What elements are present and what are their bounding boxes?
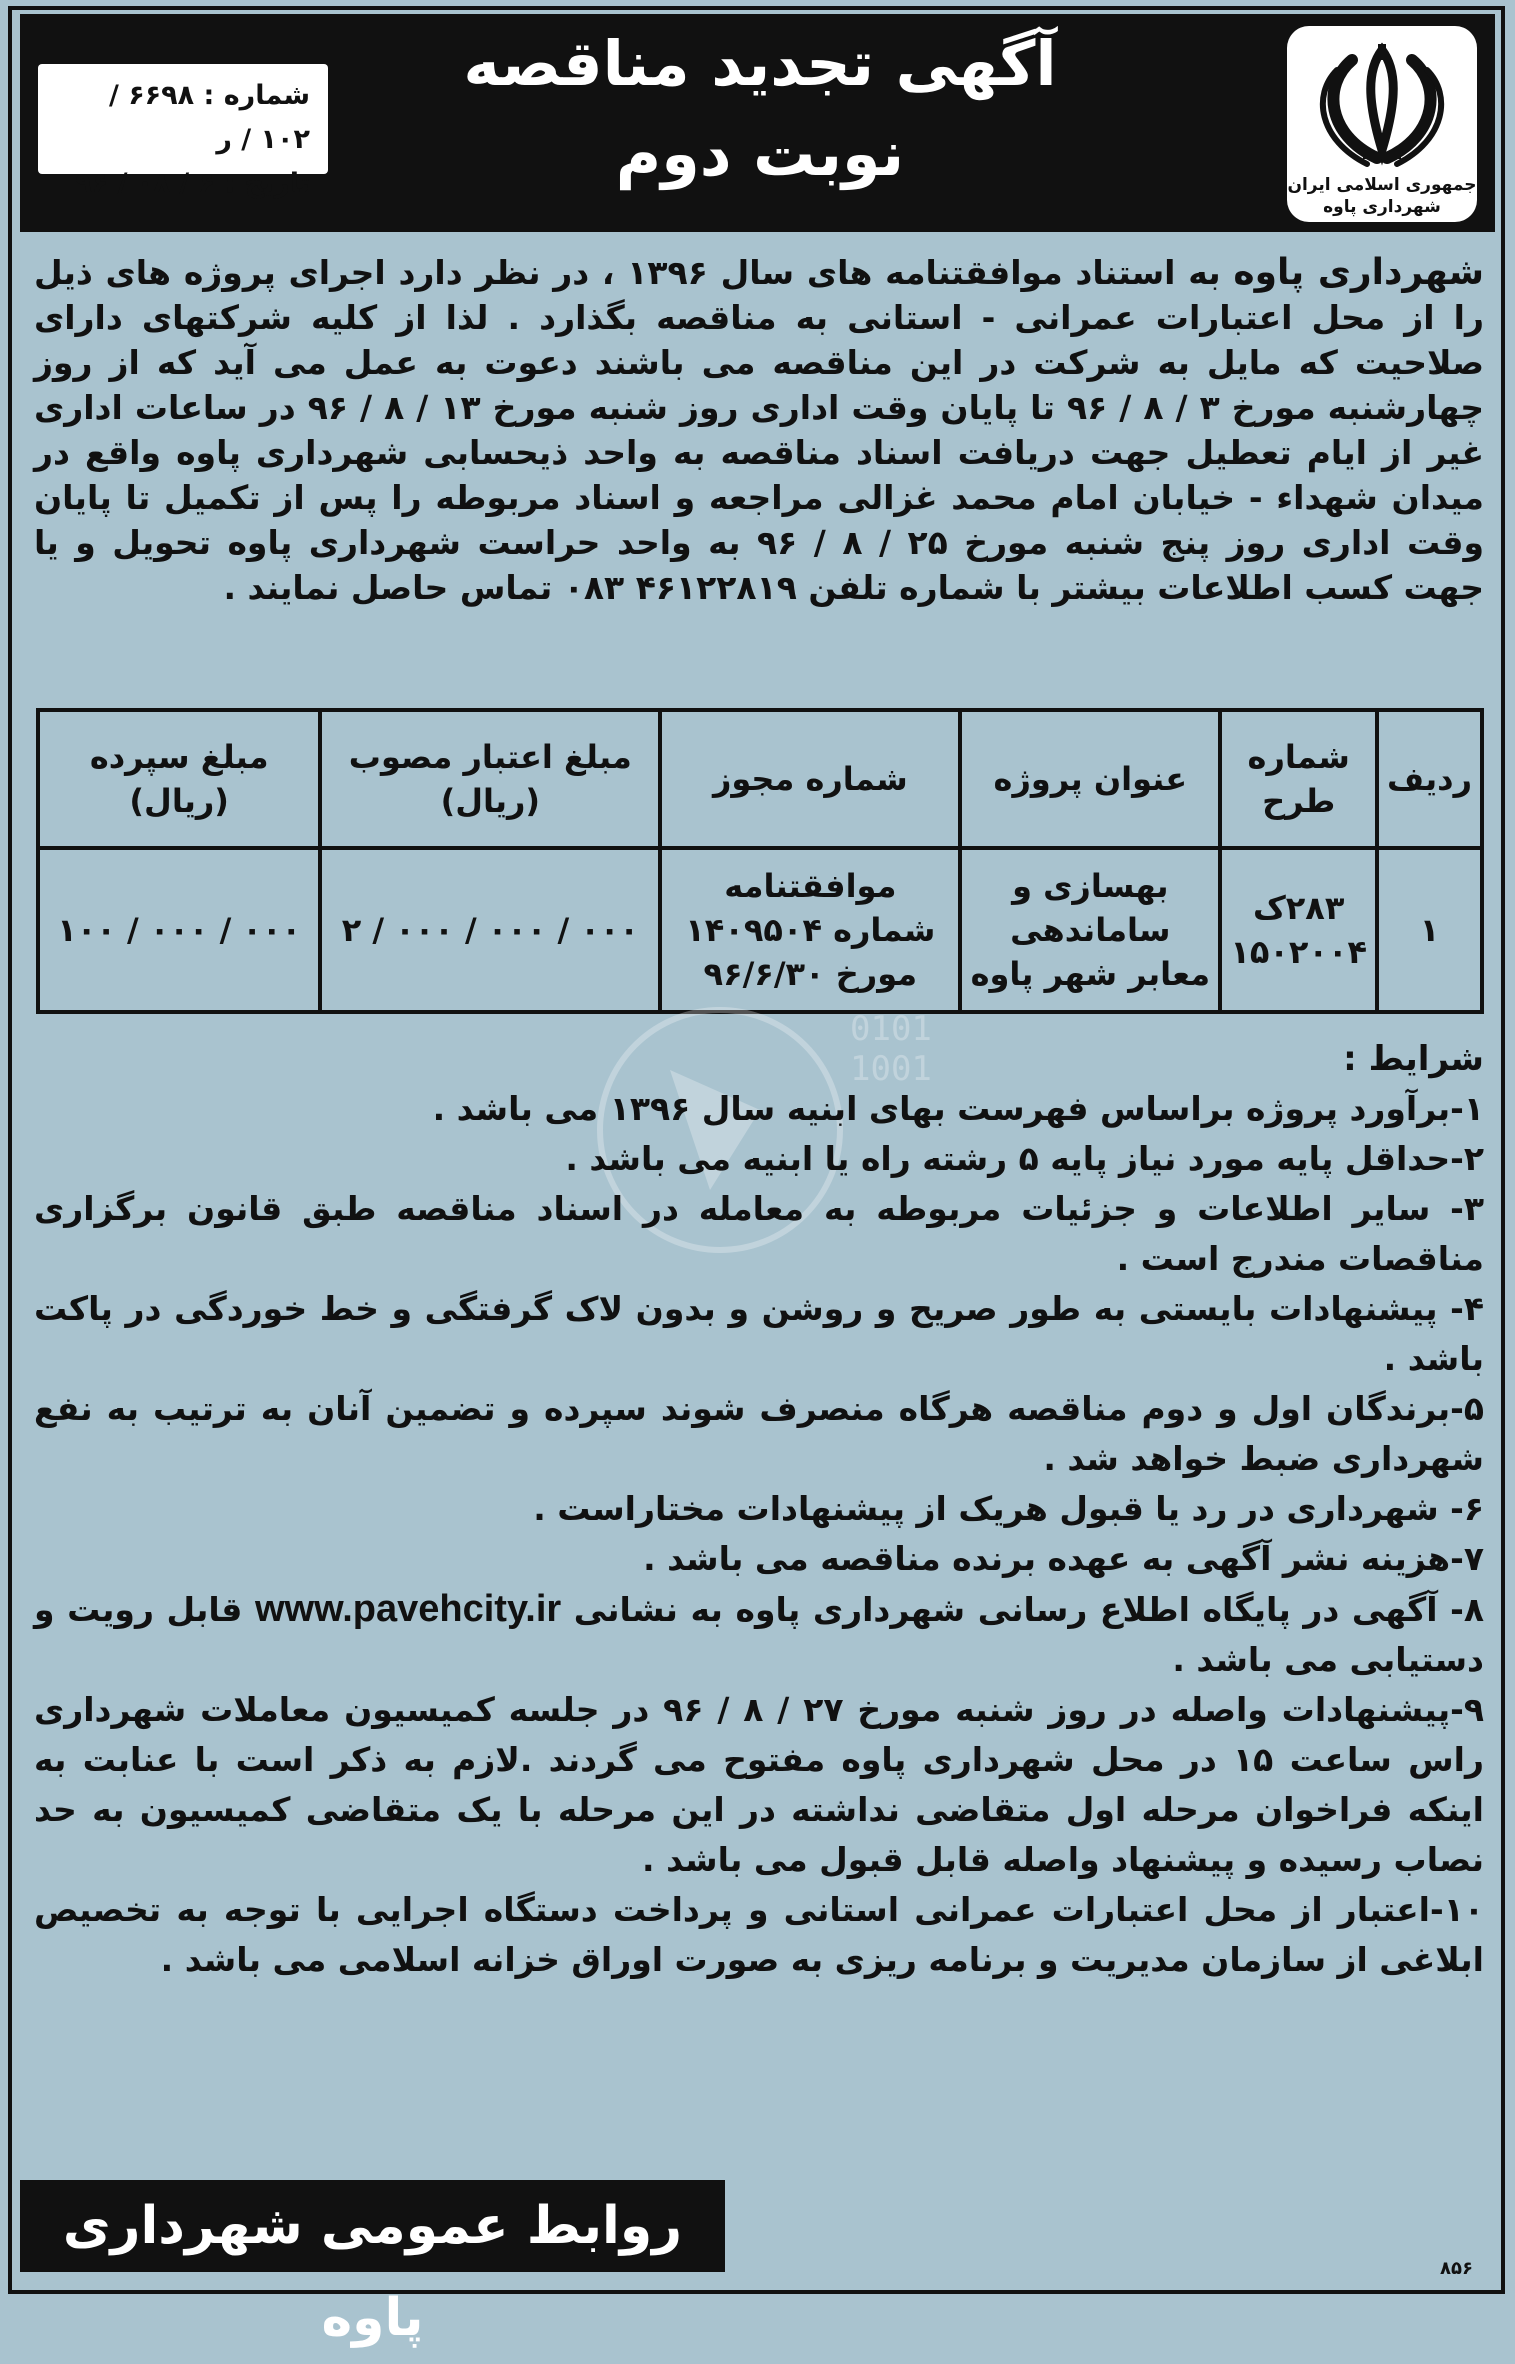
condition-item-1: ۱-برآورد پروژه براساس فهرست بهای ابنیه سال ۱۳۹۶ می باشد . <box>432 1089 1484 1128</box>
condition-item-10: ۱۰-اعتبار از محل اعتبارات عمرانی استانی و پرداخت دستگاه اجرایی با توجه به تخصیص ابلاغی از سازمان مدیریت و برنامه ریزی به صورت اوراق خزانه اسلامی می باشد . <box>34 1890 1484 1979</box>
header-plan-number: شماره طرح <box>1220 710 1377 848</box>
page-number: ۸۵۶ <box>1440 2258 1473 2279</box>
header-bar <box>20 14 1495 232</box>
cell-permit-number: موافقتنامه شماره ۱۴۰۹۵۰۴ مورخ ۹۶/۶/۳۰ <box>660 848 960 1012</box>
condition-item-2: ۲-حداقل پایه مورد نیاز پایه ۵ رشته راه یا ابنیه می باشد . <box>565 1139 1484 1178</box>
condition-item-4: ۴- پیشنهادات بایستی به طور صریح و روشن و بدون لاک گرفتگی و خط خوردگی در پاکت باشد . <box>34 1289 1484 1378</box>
header-project-title: عنوان پروژه <box>960 710 1220 848</box>
emblem-box <box>1287 26 1477 222</box>
cell-row-number: ۱ <box>1377 848 1482 1012</box>
projects-table <box>36 708 1484 1014</box>
header-row-number: ردیف <box>1377 710 1482 848</box>
cell-approved-credit: ۰۰۰ / ۰۰۰ / ۰۰۰ / ۲ <box>320 848 660 1012</box>
condition-item-5: ۵-برندگان اول و دوم مناقصه هرگاه منصرف شوند سپرده و تضمین آنان به ترتیب به نفع شهرداری ضبط خواهد شد . <box>34 1389 1484 1478</box>
header-permit-number: شماره مجوز <box>660 710 960 848</box>
intro-lead: شهرداری پاوه <box>1233 252 1484 293</box>
title-line-1: آگهی تجدید مناقصه <box>463 27 1057 100</box>
condition-item-7: ۷-هزینه نشر آگهی به عهده برنده مناقصه می باشد . <box>643 1539 1484 1578</box>
conditions-section <box>34 1034 1484 1985</box>
reference-number: شماره : ۶۶۹۸ / ۱۰۲ / ر <box>108 80 310 155</box>
condition-item-3: ۳- سایر اطلاعات و جزئیات مربوطه به معامله در اسناد مناقصه طبق قانون برگزاری مناقصات مندرج است . <box>34 1189 1484 1278</box>
header-deposit: مبلغ سپرده (ریال) <box>38 710 320 848</box>
intro-paragraph <box>34 250 1484 610</box>
header-approved-credit: مبلغ اعتبار مصوب (ریال) <box>320 710 660 848</box>
reference-box <box>38 64 328 199</box>
condition-item-8-before: ۸- آگهی در پایگاه اطلاع رسانی شهرداری پاوه به نشانی <box>573 1590 1484 1629</box>
reference-date: تاریخ : ۶ / ۰۸ / ۹۶ <box>75 168 310 199</box>
table-header-row <box>38 710 1482 848</box>
svg-text:0101: 0101 <box>850 1009 932 1049</box>
svg-text:1001: 1001 <box>850 1049 932 1089</box>
intro-text: به استناد موافقتنامه های سال ۱۳۹۶ ، در نظر دارد اجرای پروژه های ذیل را از محل اعتبارات عمرانی - استانی به مناقصه بگذارد . لذا از کلیه شرکتهای دارای صلاحیت که مایل به شرکت در این مناقصه می باشند دعوت به عمل می آید که از روز چهارشنبه مورخ ۳ / ۸ / ۹۶ تا پایان وقت اداری روز شنبه مورخ ۱۳ / ۸ / ۹۶ در ساعات اداری غیر از ایام تعطیل جهت دریافت اسناد مناقصه به واحد ذیحسابی شهرداری پاوه واقع در میدان شهداء - خیابان امام محمد غزالی مراجعه و اسناد مربوطه را پس از تکمیل تا پایان وقت اداری روز پنج شنبه مورخ ۲۵ / ۸ / ۹۶ به واحد حراست شهرداری پاوه تحویل و یا جهت کسب اطلاعات بیشتر با شماره تلفن ۴۶۱۲۲۸۱۹ ۰۸۳ تماس حاصل نمایند . <box>34 253 1485 607</box>
emblem-caption-country: جمهوری اسلامی ایران <box>1287 175 1477 195</box>
cell-project-title: بهسازی و ساماندهی معابر شهر پاوه <box>960 848 1220 1012</box>
iran-emblem-icon <box>1307 40 1457 170</box>
title-line-2: نوبت دوم <box>615 117 905 190</box>
condition-item-6: ۶- شهرداری در رد یا قبول هریک از پیشنهادات مختاراست . <box>533 1489 1484 1528</box>
cell-deposit: ۰۰۰ / ۰۰۰ / ۱۰۰ <box>38 848 320 1012</box>
website-link[interactable]: www.pavehcity.ir <box>254 1588 562 1630</box>
conditions-title: شرایط : <box>1343 1039 1484 1079</box>
cell-plan-number: ۲۸۳ک ۱۵۰۲۰۰۴ <box>1220 848 1377 1012</box>
emblem-caption-municipality: شهرداری پاوه <box>1323 197 1441 217</box>
condition-item-9: ۹-پیشنهادات واصله در روز شنبه مورخ ۲۷ / ۸ / ۹۶ در جلسه کمیسیون معاملات شهرداری راس ساعت ۱۵ در محل شهرداری پاوه مفتوح می گردند .لازم به ذکر است با عنابت به اینکه فراخوان مرحله اول متقاضی نداشته در این مرحله با یک متقاضی کمیسیون به حد نصاب رسیده و پیشنهاد واصله قابل قبول می باشد . <box>34 1690 1485 1879</box>
signature-banner: روابط عمومی شهرداری پاوه <box>20 2180 725 2272</box>
condition-item-8 <box>34 1584 1484 1685</box>
condition-item-8-after: قابل رویت و دستیابی می باشد . <box>34 1590 1484 1679</box>
